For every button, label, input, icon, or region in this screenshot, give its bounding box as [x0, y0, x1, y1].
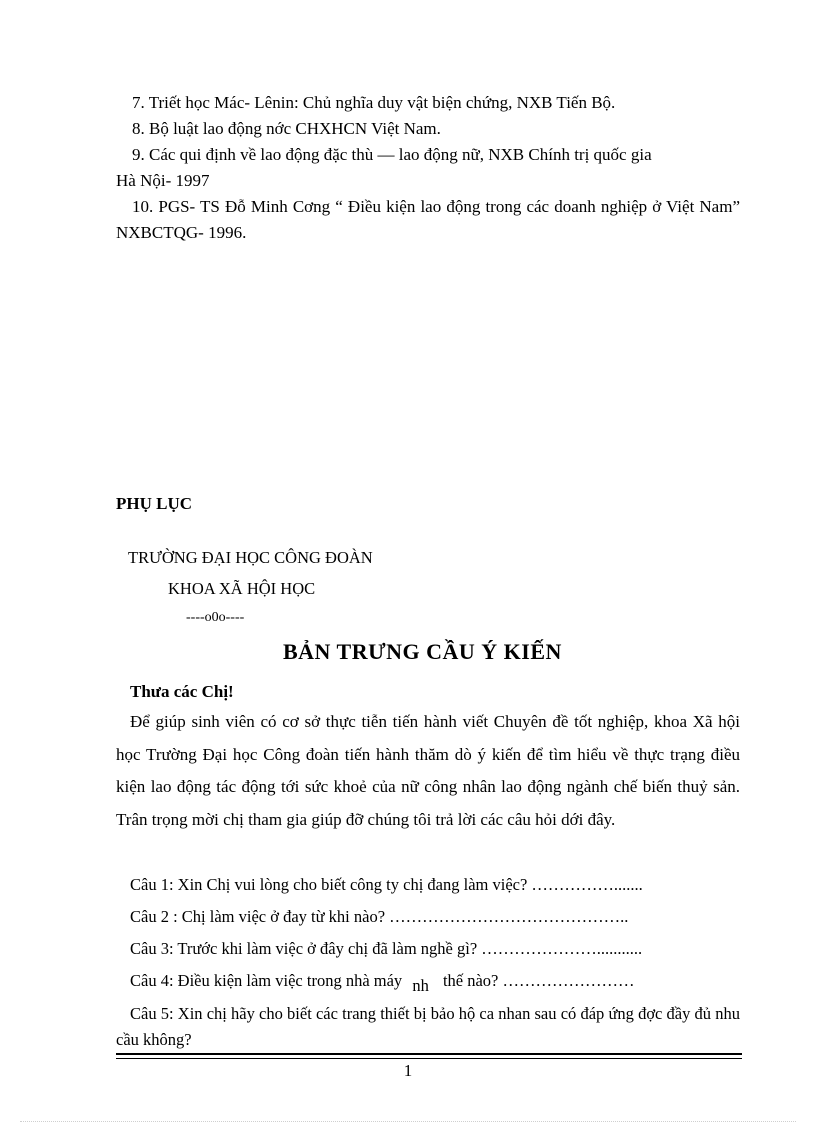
question-4	[130, 971, 635, 995]
footer-rule-thick	[116, 1053, 742, 1055]
question-4-subscript: nh	[412, 976, 429, 995]
appendix-heading: PHỤ LỤC	[116, 494, 193, 513]
question-2: Câu 2 : Chị làm việc ở đay từ khi nào? ……………………………………..	[130, 907, 629, 926]
document-title: BẢN TRƯNG CẦU Ý KIẾN	[283, 639, 562, 664]
question-5: Câu 5: Xin chị hãy cho biết các trang thiết bị bảo hộ ca nhan sau có đáp ứng đợc đầy đủ nhu cầu không?	[116, 1004, 740, 1049]
greeting: Thưa các Chị!	[130, 682, 234, 701]
question-4-text-start: Câu 4: Điều kiện làm việc trong nhà máy	[130, 971, 403, 990]
page-number: 1	[403, 1061, 413, 1080]
question-1: Câu 1: Xin Chị vui lòng cho biết công ty chị đang làm việc? …………….......	[130, 875, 643, 894]
reference-item: 9. Các qui định về lao động đặc thù — lao động nữ, NXB Chính trị quốc gia	[132, 145, 652, 164]
question-4-text-end: thế nào? ……………………	[442, 971, 635, 990]
intro-paragraph: Để giúp sinh viên có cơ sở thực tiễn tiến hành viết Chuyên đề tốt nghiệp, khoa Xã hội học Trường Đại học Công đoàn tiến hành thăm dò ý kiến để tìm hiểu về thực trạng điều kiện lao động tác động tới sức khoẻ của nữ công nhân lao động ngành chế biến thuỷ sản. Trân trọng mời chị tham gia giúp đỡ chúng tôi trả lời các câu hỏi dới đây.	[116, 712, 740, 829]
footer-rule-thin	[116, 1058, 742, 1059]
reference-item-continuation: Hà Nội- 1997	[116, 171, 210, 190]
faculty-name: KHOA XÃ HỘI HỌC	[168, 579, 316, 598]
page-edge-dotted-line	[20, 1121, 796, 1122]
reference-item: 8. Bộ luật lao động nớc CHXHCN Việt Nam.	[132, 119, 441, 138]
reference-item: 7. Triết học Mác- Lênin: Chủ nghĩa duy vật biện chứng, NXB Tiến Bộ.	[132, 93, 616, 112]
separator-ornament: ----o0o----	[186, 610, 245, 625]
question-3: Câu 3: Trước khi làm việc ở đây chị đã làm nghề gì? …………………...........	[130, 939, 643, 958]
reference-item: 10. PGS- TS Đỗ Minh Cơng “ Điều kiện lao động trong các doanh nghiệp ở Việt Nam” NXBCTQG- 1996.	[116, 197, 740, 242]
school-name: TRƯỜNG ĐẠI HỌC CÔNG ĐOÀN	[128, 548, 373, 567]
